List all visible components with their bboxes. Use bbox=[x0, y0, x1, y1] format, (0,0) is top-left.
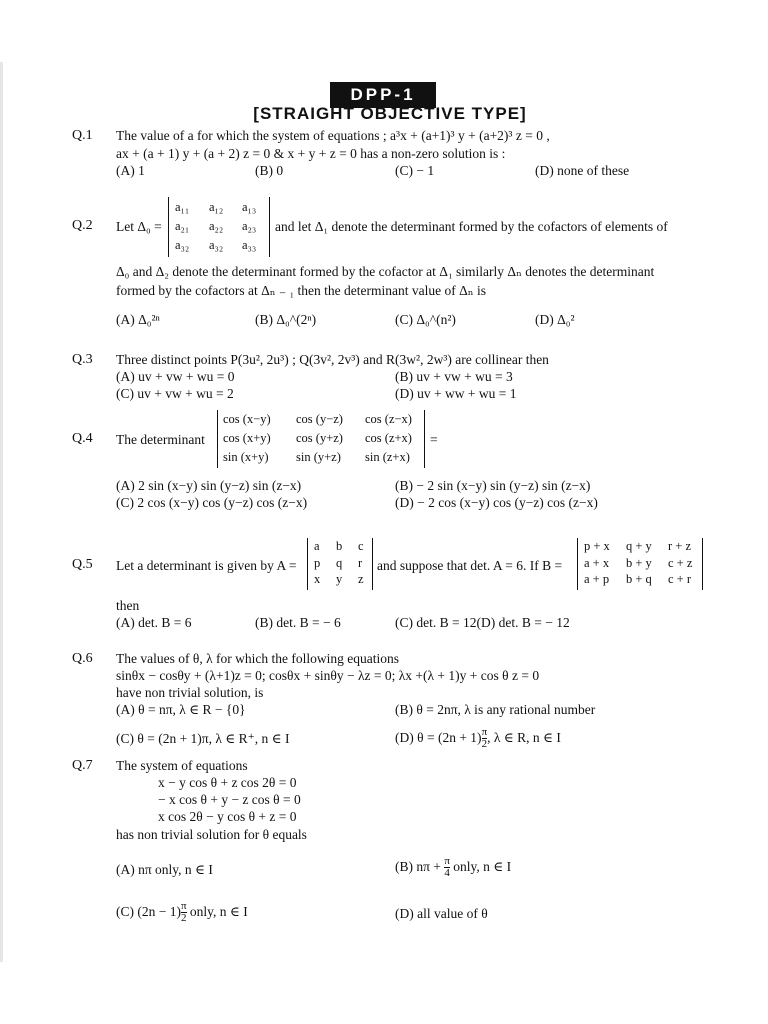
pi-over-4-fraction bbox=[444, 856, 450, 879]
q1-text-line1: The value of a for which the system of equations ; a³x + (a+1)³ y + (a+2)³ z = 0 , bbox=[116, 128, 550, 143]
q7-text-line1: The system of equations bbox=[116, 758, 248, 773]
q2-cell: a₂₂ bbox=[209, 219, 224, 233]
q1-option-d: (D) none of these bbox=[535, 163, 630, 178]
q4-determinant bbox=[217, 410, 425, 468]
q7-option-c bbox=[116, 898, 248, 926]
q1-text-line2: ax + (a + 1) y + (a + 2) z = 0 & x + y + z = 0 has a non-zero solution is : bbox=[116, 146, 506, 161]
q7-option-b-suffix: only, n ∈ I bbox=[453, 859, 512, 874]
q1-option-b: (B) 0 bbox=[255, 163, 284, 178]
q4-option-d: (D) − 2 cos (x−y) cos (y−z) cos (z−x) bbox=[395, 495, 598, 510]
q2-option-d: (D) Δ₀² bbox=[535, 312, 575, 327]
q4-cell: sin (x+y) bbox=[223, 450, 269, 464]
q5-cell: q bbox=[336, 556, 343, 570]
q2-number: Q.2 bbox=[72, 218, 93, 233]
q6-option-a: (A) θ = nπ, λ ∈ R − {0} bbox=[116, 702, 246, 717]
q3-option-b: (B) uv + vw + wu = 3 bbox=[395, 369, 513, 384]
q4-cell: cos (y−z) bbox=[296, 412, 343, 426]
q2-text-line2: Δ₀ and Δ₂ denote the determinant formed by the cofactor at Δ₁ similarly Δₙ denotes the determinant bbox=[116, 264, 655, 279]
q2-cell: a₁₃ bbox=[242, 200, 257, 214]
q7-equation-3: x cos 2θ − y cos θ + z = 0 bbox=[158, 809, 297, 824]
q5-cell: p bbox=[314, 556, 321, 570]
q7-option-b bbox=[395, 853, 511, 881]
q2-cell: a₃₃ bbox=[242, 238, 257, 252]
q5-cell: c bbox=[358, 539, 364, 553]
q7-equation-1: x − y cos θ + z cos 2θ = 0 bbox=[158, 775, 297, 790]
q5-cell: q + y bbox=[626, 539, 652, 553]
q7-option-d: (D) all value of θ bbox=[395, 906, 488, 921]
q4-cell: cos (z−x) bbox=[365, 412, 412, 426]
q7-text-line2: has non trivial solution for θ equals bbox=[116, 827, 307, 842]
q5-cell: c + z bbox=[668, 556, 693, 570]
q6-text-line3: have non trivial solution, is bbox=[116, 685, 264, 700]
q5-cell: x bbox=[314, 572, 321, 586]
q4-cell: cos (x−y) bbox=[223, 412, 271, 426]
q6-number: Q.6 bbox=[72, 651, 93, 666]
q7-option-c-prefix: (C) (2n − 1) bbox=[116, 904, 181, 919]
q5-determinant-b bbox=[577, 538, 703, 590]
q7-number: Q.7 bbox=[72, 758, 93, 773]
q4-equals: = bbox=[430, 432, 438, 447]
q4-lead: The determinant bbox=[116, 432, 205, 447]
q6-option-d bbox=[395, 724, 561, 752]
q1-option-a: (A) 1 bbox=[116, 163, 145, 178]
q2-cell: a₂₁ bbox=[175, 219, 190, 233]
q5-option-a: (A) det. B = 6 bbox=[116, 615, 192, 630]
fraction-numerator: π bbox=[481, 726, 488, 739]
q2-cell: a₃₂ bbox=[175, 238, 190, 252]
q3-number: Q.3 bbox=[72, 352, 93, 367]
q2-option-b: (B) Δ₀^(2ⁿ) bbox=[255, 312, 317, 327]
fraction-denominator: 2 bbox=[181, 912, 187, 925]
q4-cell: sin (y+z) bbox=[296, 450, 341, 464]
q2-lead: Let Δ₀ = bbox=[116, 219, 162, 234]
q5-cell: y bbox=[336, 572, 343, 586]
fraction-denominator: 2 bbox=[481, 738, 488, 751]
q5-cell: b bbox=[336, 539, 343, 553]
q2-cell: a₃₂ bbox=[209, 238, 224, 252]
q4-cell: cos (x+y) bbox=[223, 431, 271, 445]
q5-cell: z bbox=[358, 572, 364, 586]
q6-text-line1: The values of θ, λ for which the following equations bbox=[116, 651, 399, 666]
q1-number: Q.1 bbox=[72, 128, 93, 143]
q5-cell: p + x bbox=[584, 539, 610, 553]
q2-option-c: (C) Δ₀^(n²) bbox=[395, 312, 456, 327]
q5-option-b: (B) det. B = − 6 bbox=[255, 615, 341, 630]
q3-option-a: (A) uv + vw + wu = 0 bbox=[116, 369, 235, 384]
q4-option-c: (C) 2 cos (x−y) cos (y−z) cos (z−x) bbox=[116, 495, 308, 510]
q2-cell: a₁₂ bbox=[209, 200, 224, 214]
q3-text: Three distinct points P(3u², 2u³) ; Q(3v², 2v³) and R(3w², 2w³) are collinear then bbox=[116, 352, 549, 367]
q5-cell: b + y bbox=[626, 556, 652, 570]
q1-option-c: (C) − 1 bbox=[395, 163, 435, 178]
dpp-badge: DPP-1 bbox=[330, 82, 436, 108]
q5-determinant-a bbox=[307, 538, 373, 590]
fraction-numerator: π bbox=[180, 900, 187, 913]
q6-text-line2: sinθx − cosθy + (λ+1)z = 0; cosθx + sinθy − λz = 0; λx +(λ + 1)y + cos θ z = 0 bbox=[116, 668, 540, 683]
q6-option-b: (B) θ = 2nπ, λ is any rational number bbox=[395, 702, 596, 717]
fraction-numerator: π bbox=[444, 855, 450, 868]
q5-cell: r + z bbox=[668, 539, 692, 553]
q6-option-d-prefix: (D) θ = (2n + 1) bbox=[395, 730, 482, 745]
q4-cell: cos (z+x) bbox=[365, 431, 412, 445]
q7-option-b-prefix: (B) nπ + bbox=[395, 859, 441, 874]
q5-then: then bbox=[116, 598, 140, 613]
q7-equation-2: − x cos θ + y − z cos θ = 0 bbox=[158, 792, 301, 807]
q5-cell: c + r bbox=[668, 572, 692, 586]
section-subtitle: [STRAIGHT OBJECTIVE TYPE] bbox=[253, 104, 527, 123]
q2-cell: a₁₁ bbox=[175, 200, 190, 214]
q5-cell: a + p bbox=[584, 572, 610, 586]
q3-option-d: (D) uv + ww + wu = 1 bbox=[395, 386, 517, 401]
q2-cell: a₂₃ bbox=[242, 219, 257, 233]
q2-option-a: (A) Δ₀²ⁿ bbox=[116, 312, 160, 327]
q2-text-line3: formed by the cofactors at Δₙ ₋ ₁ then the determinant value of Δₙ is bbox=[116, 283, 487, 298]
q5-text-mid: and suppose that det. A = 6. If B = bbox=[377, 558, 563, 573]
q5-option-cd: (C) det. B = 12(D) det. B = − 12 bbox=[395, 615, 570, 630]
q4-option-b: (B) − 2 sin (x−y) sin (y−z) sin (z−x) bbox=[395, 478, 591, 493]
q2-text-tail: and let Δ₁ denote the determinant formed by the cofactors of elements of bbox=[275, 219, 668, 234]
q6-option-c: (C) θ = (2n + 1)π, λ ∈ R⁺, n ∈ I bbox=[116, 731, 290, 746]
q4-option-a: (A) 2 sin (x−y) sin (y−z) sin (z−x) bbox=[116, 478, 302, 493]
q5-lead: Let a determinant is given by A = bbox=[116, 558, 297, 573]
pi-over-2-fraction bbox=[181, 901, 187, 924]
q5-cell: a bbox=[314, 539, 320, 553]
q2-determinant bbox=[168, 197, 270, 257]
q5-cell: r bbox=[358, 556, 363, 570]
q6-option-d-suffix: , λ ∈ R, n ∈ I bbox=[487, 730, 561, 745]
page-edge bbox=[0, 62, 3, 962]
q7-option-a: (A) nπ only, n ∈ I bbox=[116, 862, 213, 877]
q5-number: Q.5 bbox=[72, 557, 93, 572]
q4-cell: cos (y+z) bbox=[296, 431, 343, 445]
fraction-denominator: 4 bbox=[444, 867, 450, 880]
q3-option-c: (C) uv + vw + wu = 2 bbox=[116, 386, 234, 401]
q4-cell: sin (z+x) bbox=[365, 450, 410, 464]
q5-cell: b + q bbox=[626, 572, 652, 586]
q7-option-c-suffix: only, n ∈ I bbox=[189, 904, 248, 919]
q4-number: Q.4 bbox=[72, 431, 93, 446]
q5-cell: a + x bbox=[584, 556, 610, 570]
